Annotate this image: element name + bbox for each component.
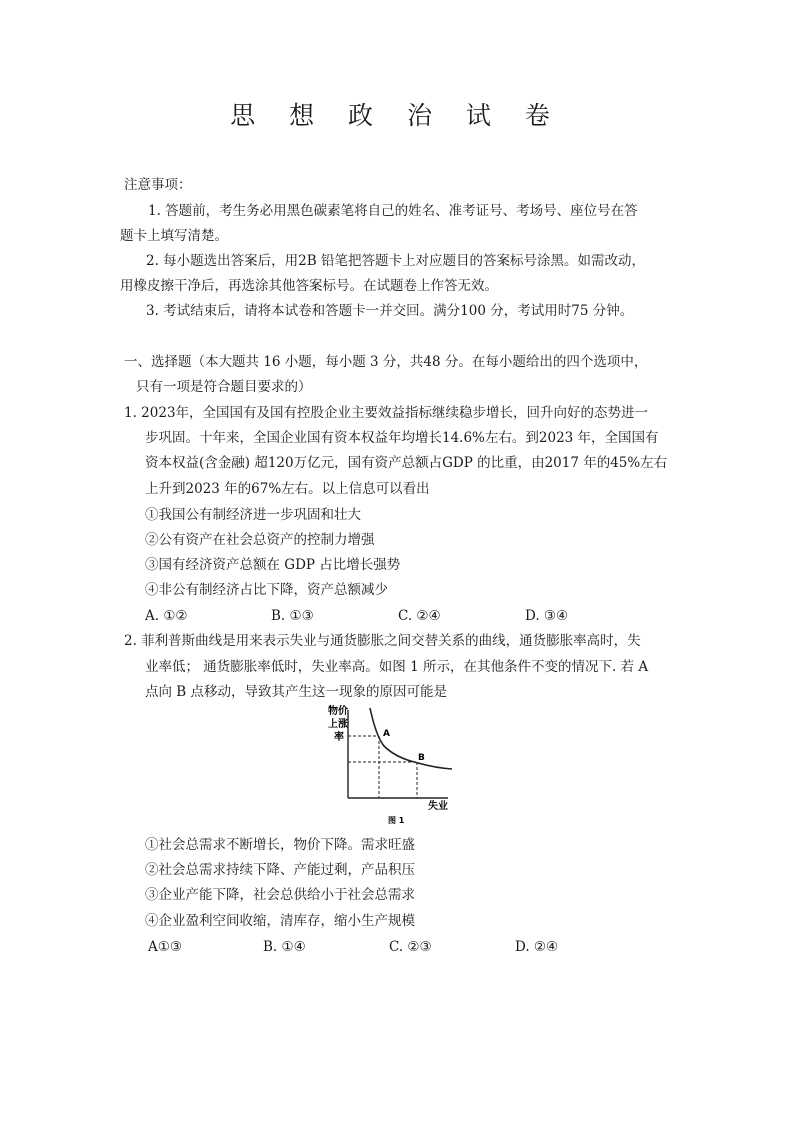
section-header-line-1: 一、选择题（本大题共 16 小题，每小题 3 分，共48 分。在每小题给出的四个选项中， — [124, 354, 648, 370]
figure-point-b-label: B — [418, 753, 425, 763]
notice-heading: 注意事项： — [124, 177, 192, 193]
q1-stem-line-2: 步巩固。十年来，全国企业国有资本权益年均增长14.6%左右。到2023 年，全国国有 — [145, 430, 659, 446]
q1-statement-3: ③国有经济资产总额在 GDP 占比增长强势 — [145, 557, 401, 573]
q1-statement-4: ④非公有制经济占比下降，资产总额减少 — [145, 582, 388, 598]
q2-option-b: B. ①④ — [263, 939, 306, 955]
figure-ylabel-2: 上涨 — [328, 719, 348, 730]
q1-statement-2: ②公有资产在社会总资产的控制力增强 — [145, 532, 375, 548]
notice-item-2-line-2: 用橡皮擦干净后，再选涂其他答案标号。在试题卷上作答无效。 — [120, 278, 498, 294]
q2-option-a: A①③ — [148, 939, 182, 955]
page-title: 思 想 政 治 试 卷 — [230, 101, 563, 130]
q1-options — [145, 607, 645, 625]
q1-option-b: B. ①③ — [271, 608, 314, 624]
figure-caption: 图 1 — [388, 816, 405, 825]
notice-item-1-line-2: 题卡上填写清楚。 — [120, 228, 228, 244]
q2-statement-1: ①社会总需求不断增长，物价下降。需求旺盛 — [145, 837, 415, 853]
q2-stem-line-3: 点向 B 点移动，导致其产生这一现象的原因可能是 — [145, 684, 448, 700]
q2-statement-3: ③企业产能下降，社会总供给小于社会总需求 — [145, 887, 415, 903]
q1-statement-1: ①我国公有制经济进一步巩固和壮大 — [145, 507, 361, 523]
q1-stem-line-3: 资本权益(含金融) 超120万亿元，国有资产总额占GDP 的比重，由2017 年的45%左右 — [145, 455, 668, 471]
q1-option-c: C. ②④ — [398, 608, 441, 624]
q1-stem-line-1: 1. 2023年，全国国有及国有控股企业主要效益指标继续稳步增长，回升向好的态势进一 — [124, 405, 649, 421]
figure-ylabel-1: 物价 — [328, 706, 348, 717]
q2-option-d: D. ②④ — [515, 939, 559, 955]
q1-option-d: D. ③④ — [525, 608, 569, 624]
figure-ylabel-3: 率 — [334, 732, 344, 743]
q2-statement-2: ②社会总需求持续下降、产能过剩，产品积压 — [145, 862, 415, 878]
q2-stem-line-2: 业率低； 通货膨胀率低时，失业率高。如图 1 所示，在其他条件不变的情况下. 若 A — [145, 659, 649, 675]
figure-point-a-label: A — [383, 729, 390, 739]
section-header-line-2: 只有一项是符合题目要求的） — [136, 379, 312, 395]
q2-statement-4: ④企业盈利空间收缩，清库存，缩小生产规模 — [145, 913, 415, 929]
phillips-curve-figure — [326, 702, 466, 826]
q2-stem-line-1: 2. 菲利普斯曲线是用来表示失业与通货膨胀之间交替关系的曲线，通货膨胀率高时，失 — [124, 633, 641, 649]
notice-item-2-line-1: 2. 每小题选出答案后，用2B 铅笔把答题卡上对应题目的答案标号涂黑。如需改动， — [146, 253, 645, 269]
q1-stem-line-4: 上升到2023 年的67%左右。以上信息可以看出 — [145, 481, 430, 497]
notice-item-3-line-1: 3. 考试结束后，请将本试卷和答题卡一并交回。满分100 分，考试用时75 分钟。 — [146, 303, 634, 319]
q2-options — [148, 938, 648, 956]
notice-item-1-line-1: 1. 答题前，考生务必用黑色碳素笔将自己的姓名、准考证号、考场号、座位号在答 — [148, 203, 638, 219]
q2-option-c: C. ②③ — [389, 939, 432, 955]
q1-option-a: A. ①② — [145, 608, 188, 624]
figure-xlabel: 失业 — [428, 801, 448, 812]
